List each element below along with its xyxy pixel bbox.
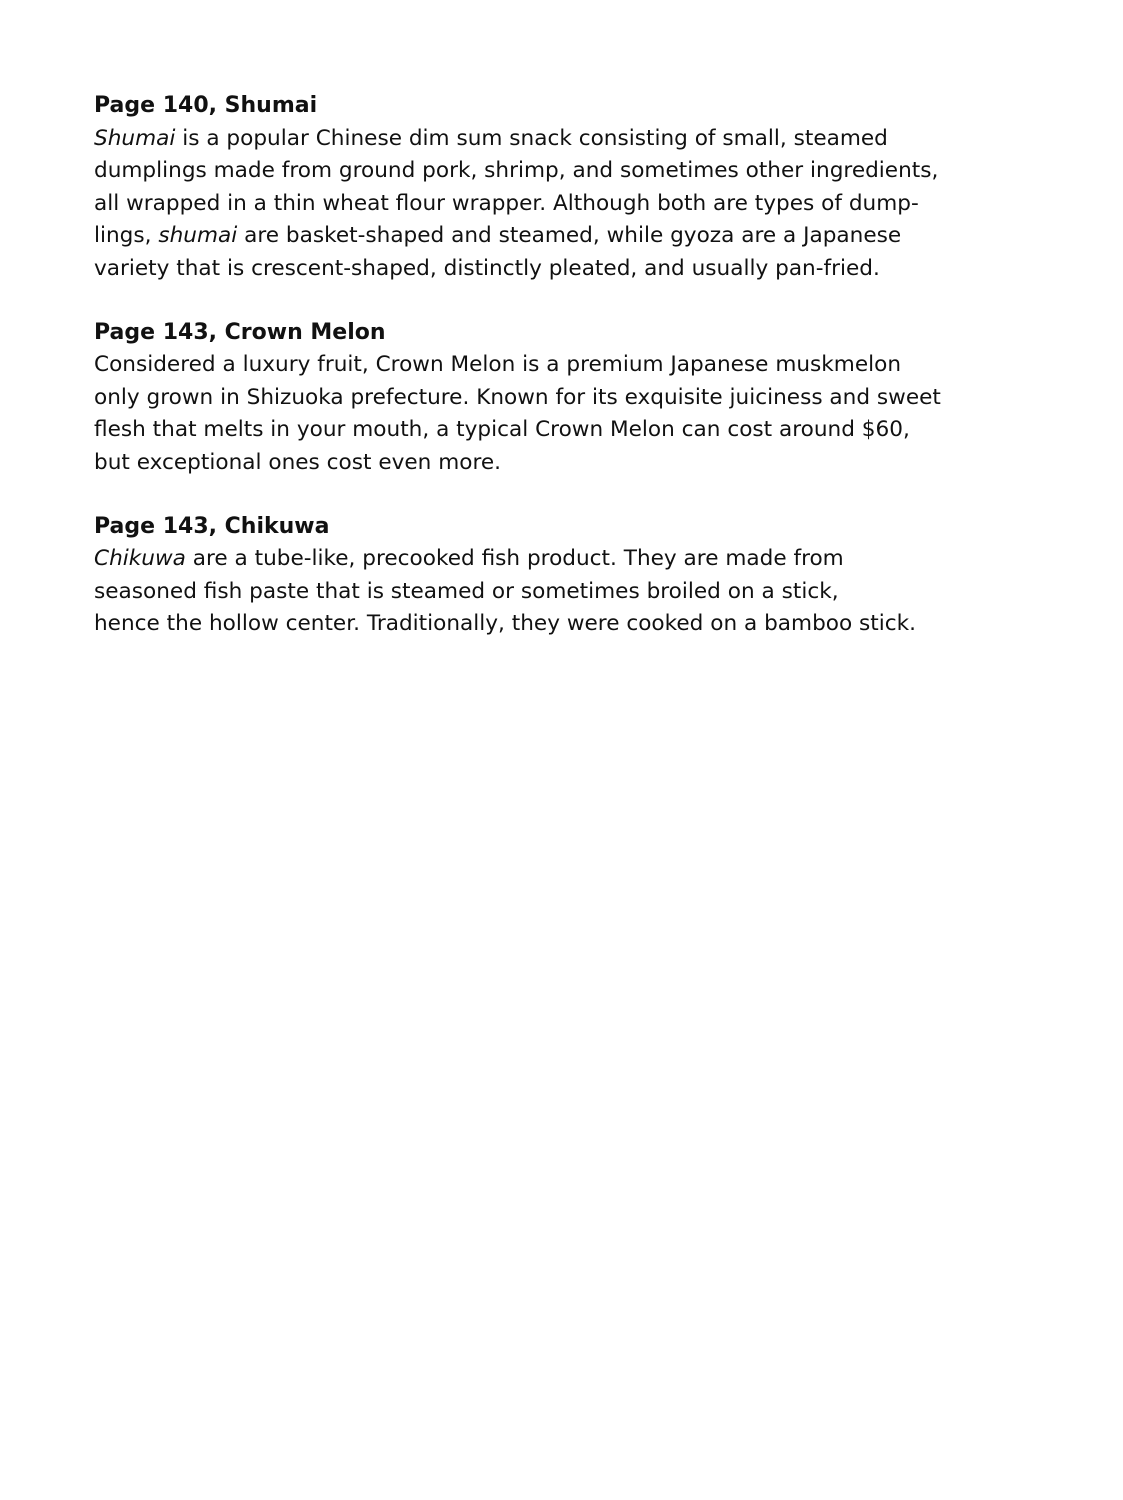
body-text: all wrapped in a thin wheat flour wrapper. Although both are types of dump- [94,190,919,216]
entry-shumai [94,90,1054,286]
body-text: seasoned fish paste that is steamed or sometimes broiled on a stick, [94,578,839,604]
italic-term: Chikuwa [94,546,186,572]
italic-term: Shumai [94,125,176,151]
body-text: dumplings made from ground pork, shrimp, and sometimes other ingredients, [94,158,939,184]
body-line [94,447,1054,480]
body-text: are a tube-like, precooked fish product. They are made from [185,546,844,572]
body-text: variety that is crescent-shaped, distinctly pleated, and usually pan-fried. [94,255,880,281]
body-text: flesh that melts in your mouth, a typical Crown Melon can cost around $60, [94,417,910,443]
body-line [94,188,1054,221]
body-line [94,349,1054,382]
document-page [94,90,1054,672]
italic-term: shumai [158,223,238,249]
body-text: hence the hollow center. Traditionally, they were cooked on a bamboo stick. [94,611,917,637]
body-line [94,253,1054,286]
body-text: are basket-shaped and steamed, while gyoza are a Japanese [237,223,902,249]
body-line [94,123,1054,156]
body-text: is a popular Chinese dim sum snack consisting of small, steamed [175,125,888,151]
body-text: only grown in Shizuoka prefecture. Known for its exquisite juiciness and sweet [94,384,941,410]
body-line [94,576,1054,609]
body-line [94,382,1054,415]
entry-title: Page 140, Shumai [94,93,318,118]
entry-title: Page 143, Crown Melon [94,319,386,345]
body-line [94,608,1054,641]
body-line [94,414,1054,447]
entry-body [94,123,1054,286]
body-line [94,220,1054,253]
body-text: Considered a luxury fruit, Crown Melon is a premium Japanese muskmelon [94,352,902,378]
entry-chikuwa [94,511,1054,641]
entry-body [94,543,1054,641]
entry-body [94,349,1054,479]
body-line [94,155,1054,188]
entry-crown-melon [94,317,1054,480]
entry-title: Page 143, Chikuwa [94,513,330,539]
body-text: but exceptional ones cost even more. [94,449,502,475]
body-text: lings, [94,223,159,249]
body-line [94,543,1054,576]
